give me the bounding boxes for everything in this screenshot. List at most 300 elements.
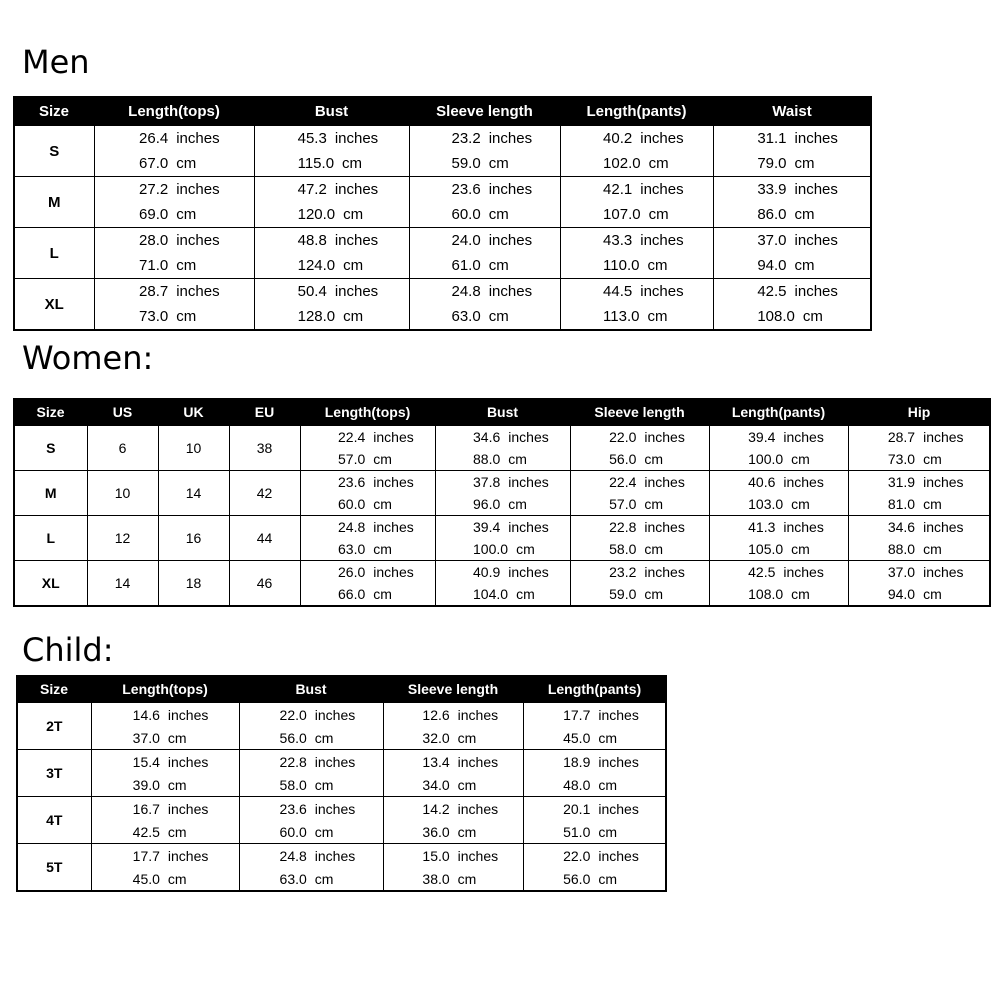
inches-line xyxy=(410,130,560,147)
measurement-pair xyxy=(410,126,560,176)
measurement-pair xyxy=(301,426,435,470)
cm-line xyxy=(571,496,709,512)
uk-size-value: 16 xyxy=(158,516,229,561)
cm-unit: cm xyxy=(314,823,334,840)
cm-line xyxy=(571,451,709,467)
men-table-body xyxy=(14,125,871,330)
measurement-pair xyxy=(255,228,409,278)
cm-line xyxy=(849,541,990,557)
inches-unit: inches xyxy=(457,847,499,864)
cm-line xyxy=(92,730,239,746)
inches-unit: inches xyxy=(167,847,209,864)
measurement-pair xyxy=(849,516,990,560)
measurement-cell xyxy=(409,228,560,279)
cm-value: 60.0 xyxy=(279,823,307,840)
cm-line xyxy=(714,257,871,274)
inches-value: 23.6 xyxy=(451,181,481,198)
cm-line xyxy=(561,155,713,172)
cm-unit: cm xyxy=(794,155,815,172)
table-row xyxy=(14,561,990,607)
cm-unit: cm xyxy=(791,451,810,467)
table-row xyxy=(14,279,871,331)
cm-line xyxy=(561,308,713,325)
cm-line xyxy=(240,871,383,887)
inches-value: 17.7 xyxy=(563,706,591,723)
cm-value: 71.0 xyxy=(139,257,169,274)
inches-unit: inches xyxy=(794,130,838,147)
table-row xyxy=(14,471,990,516)
inches-line xyxy=(240,848,383,864)
inches-value: 22.0 xyxy=(563,847,591,864)
eu-size-value: 38 xyxy=(229,425,300,471)
cm-value: 94.0 xyxy=(887,586,916,602)
cm-unit: cm xyxy=(516,586,535,602)
measurement-pair xyxy=(436,561,570,605)
cm-value: 32.0 xyxy=(422,729,450,746)
inches-unit: inches xyxy=(783,564,824,580)
cm-line xyxy=(240,730,383,746)
inches-unit: inches xyxy=(457,753,499,770)
measurement-pair xyxy=(710,561,848,605)
size-label: L xyxy=(14,228,94,279)
cm-value: 59.0 xyxy=(609,586,637,602)
cm-unit: cm xyxy=(802,308,823,325)
inches-value: 20.1 xyxy=(563,800,591,817)
cm-value: 110.0 xyxy=(603,257,640,274)
header-sleeve-length: Sleeve length xyxy=(570,399,709,425)
us-size-value: 12 xyxy=(87,516,158,561)
size-label: 4T xyxy=(17,797,91,844)
inches-unit: inches xyxy=(373,564,414,580)
cm-line xyxy=(95,206,254,223)
inches-unit: inches xyxy=(598,706,639,723)
inches-value: 28.7 xyxy=(139,283,169,300)
inches-line xyxy=(710,474,848,490)
cm-unit: cm xyxy=(648,155,669,172)
inches-value: 17.7 xyxy=(132,847,160,864)
table-row xyxy=(17,702,666,750)
cm-value: 60.0 xyxy=(338,496,366,512)
header-size: Size xyxy=(17,676,91,702)
uk-size-value: 10 xyxy=(158,425,229,471)
measurement-cell xyxy=(709,471,848,516)
measurement-cell xyxy=(383,750,523,797)
inches-line xyxy=(255,283,409,300)
measurement-cell xyxy=(713,177,871,228)
cm-unit: cm xyxy=(598,870,618,887)
cm-value: 59.0 xyxy=(451,155,481,172)
measurement-pair xyxy=(710,471,848,515)
inches-unit: inches xyxy=(508,474,549,490)
cm-line xyxy=(571,541,709,557)
inches-value: 45.3 xyxy=(297,130,327,147)
measurement-pair xyxy=(561,279,713,329)
size-label: M xyxy=(14,471,87,516)
inches-value: 14.6 xyxy=(132,706,160,723)
measurement-pair xyxy=(571,516,709,560)
child-size-table xyxy=(16,675,667,892)
measurement-pair xyxy=(714,177,871,227)
cm-unit: cm xyxy=(516,541,535,557)
measurement-pair xyxy=(92,797,239,843)
inches-unit: inches xyxy=(644,474,685,490)
measurement-cell xyxy=(239,844,383,892)
inches-line xyxy=(301,519,435,535)
eu-size-value: 42 xyxy=(229,471,300,516)
inches-unit: inches xyxy=(923,564,964,580)
cm-unit: cm xyxy=(791,541,810,557)
inches-value: 15.4 xyxy=(132,753,160,770)
inches-value: 22.4 xyxy=(609,474,637,490)
us-size-value: 6 xyxy=(87,425,158,471)
inches-line xyxy=(384,801,523,817)
inches-value: 23.2 xyxy=(451,130,481,147)
inches-line xyxy=(849,429,990,445)
inches-line xyxy=(524,848,666,864)
measurement-pair xyxy=(436,426,570,470)
measurement-cell xyxy=(300,471,435,516)
cm-unit: cm xyxy=(794,257,815,274)
inches-unit: inches xyxy=(923,474,964,490)
inches-value: 41.3 xyxy=(748,519,776,535)
cm-value: 57.0 xyxy=(609,496,637,512)
measurement-pair xyxy=(524,797,666,843)
cm-value: 58.0 xyxy=(609,541,637,557)
measurement-cell xyxy=(254,228,409,279)
inches-unit: inches xyxy=(314,706,356,723)
cm-line xyxy=(255,257,409,274)
inches-line xyxy=(849,474,990,490)
women-table-body xyxy=(14,425,990,606)
inches-line xyxy=(849,519,990,535)
measurement-cell xyxy=(435,425,570,471)
measurement-cell xyxy=(570,425,709,471)
inches-line xyxy=(714,232,871,249)
cm-value: 105.0 xyxy=(748,541,784,557)
measurement-pair xyxy=(255,177,409,227)
cm-line xyxy=(92,871,239,887)
size-label: S xyxy=(14,125,94,177)
eu-size-value: 44 xyxy=(229,516,300,561)
inches-line xyxy=(710,564,848,580)
cm-value: 113.0 xyxy=(603,308,640,325)
measurement-pair xyxy=(384,844,523,890)
header-sleeve-length: Sleeve length xyxy=(383,676,523,702)
cm-value: 73.0 xyxy=(139,308,169,325)
cm-line xyxy=(384,824,523,840)
inches-line xyxy=(710,429,848,445)
men-size-table xyxy=(13,96,872,331)
size-label: XL xyxy=(14,279,94,331)
measurement-cell xyxy=(91,702,239,750)
header-waist: Waist xyxy=(713,97,871,125)
size-label: M xyxy=(14,177,94,228)
cm-unit: cm xyxy=(373,451,392,467)
cm-unit: cm xyxy=(488,257,509,274)
measurement-cell xyxy=(254,279,409,331)
measurement-pair xyxy=(524,844,666,890)
cm-unit: cm xyxy=(176,155,197,172)
inches-value: 40.9 xyxy=(473,564,501,580)
cm-unit: cm xyxy=(167,776,187,793)
cm-unit: cm xyxy=(457,776,477,793)
inches-line xyxy=(714,130,871,147)
cm-value: 57.0 xyxy=(338,451,366,467)
measurement-pair xyxy=(240,703,383,749)
inches-unit: inches xyxy=(457,800,499,817)
inches-unit: inches xyxy=(640,181,684,198)
inches-unit: inches xyxy=(334,181,379,198)
cm-value: 51.0 xyxy=(563,823,591,840)
inches-line xyxy=(436,564,570,580)
cm-line xyxy=(301,586,435,602)
cm-line xyxy=(849,496,990,512)
cm-unit: cm xyxy=(923,451,942,467)
cm-unit: cm xyxy=(644,496,664,512)
measurement-cell xyxy=(523,702,666,750)
inches-value: 48.8 xyxy=(297,232,327,249)
inches-line xyxy=(410,283,560,300)
inches-value: 18.9 xyxy=(563,753,591,770)
cm-value: 37.0 xyxy=(132,729,160,746)
inches-unit: inches xyxy=(598,800,639,817)
inches-value: 33.9 xyxy=(757,181,787,198)
inches-line xyxy=(561,130,713,147)
inches-value: 26.0 xyxy=(338,564,366,580)
cm-line xyxy=(95,257,254,274)
measurement-cell xyxy=(435,561,570,607)
inches-line xyxy=(240,801,383,817)
cm-value: 79.0 xyxy=(757,155,787,172)
inches-line xyxy=(571,519,709,535)
cm-line xyxy=(410,257,560,274)
cm-unit: cm xyxy=(794,206,815,223)
cm-unit: cm xyxy=(648,206,669,223)
inches-value: 42.5 xyxy=(757,283,787,300)
inches-line xyxy=(410,181,560,198)
inches-line xyxy=(561,232,713,249)
cm-value: 38.0 xyxy=(422,870,450,887)
cm-value: 48.0 xyxy=(563,776,591,793)
inches-unit: inches xyxy=(373,429,414,445)
inches-value: 40.2 xyxy=(603,130,633,147)
measurement-cell xyxy=(560,279,713,331)
inches-value: 42.5 xyxy=(748,564,776,580)
inches-value: 15.0 xyxy=(422,847,450,864)
inches-line xyxy=(255,232,409,249)
women-size-table xyxy=(13,398,991,607)
cm-line xyxy=(384,871,523,887)
inches-line xyxy=(95,232,254,249)
measurement-pair xyxy=(255,279,409,329)
uk-size-value: 14 xyxy=(158,471,229,516)
cm-value: 73.0 xyxy=(887,451,916,467)
inches-line xyxy=(524,707,666,723)
child-table-header xyxy=(17,676,666,702)
measurement-cell xyxy=(848,561,990,607)
measurement-cell xyxy=(713,279,871,331)
measurement-pair xyxy=(714,279,871,329)
inches-value: 24.8 xyxy=(338,519,366,535)
header-length-pants: Length(pants) xyxy=(523,676,666,702)
inches-unit: inches xyxy=(794,283,838,300)
child-table-body xyxy=(17,702,666,891)
measurement-cell xyxy=(848,425,990,471)
cm-line xyxy=(410,155,560,172)
measurement-cell xyxy=(239,750,383,797)
cm-value: 45.0 xyxy=(132,870,160,887)
measurement-pair xyxy=(571,471,709,515)
cm-value: 86.0 xyxy=(757,206,787,223)
cm-line xyxy=(849,451,990,467)
table-row xyxy=(14,228,871,279)
cm-line xyxy=(714,155,871,172)
inches-unit: inches xyxy=(923,429,964,445)
cm-unit: cm xyxy=(176,206,197,223)
inches-line xyxy=(524,801,666,817)
measurement-cell xyxy=(848,516,990,561)
inches-line xyxy=(524,754,666,770)
measurement-cell xyxy=(91,750,239,797)
cm-line xyxy=(410,206,560,223)
cm-unit: cm xyxy=(923,541,942,557)
cm-value: 103.0 xyxy=(748,496,784,512)
inches-value: 44.5 xyxy=(603,283,633,300)
cm-line xyxy=(410,308,560,325)
inches-unit: inches xyxy=(508,564,549,580)
cm-value: 120.0 xyxy=(297,206,336,223)
table-row xyxy=(17,797,666,844)
measurement-pair xyxy=(240,844,383,890)
eu-size-value: 46 xyxy=(229,561,300,607)
inches-unit: inches xyxy=(176,181,220,198)
cm-value: 56.0 xyxy=(279,729,307,746)
cm-line xyxy=(95,308,254,325)
measurement-cell xyxy=(709,561,848,607)
cm-value: 66.0 xyxy=(338,586,366,602)
inches-unit: inches xyxy=(176,130,220,147)
cm-value: 96.0 xyxy=(473,496,501,512)
inches-unit: inches xyxy=(794,232,838,249)
cm-line xyxy=(710,541,848,557)
measurement-cell xyxy=(523,844,666,892)
cm-line xyxy=(301,451,435,467)
inches-unit: inches xyxy=(783,429,824,445)
inches-value: 34.6 xyxy=(887,519,916,535)
inches-value: 13.4 xyxy=(422,753,450,770)
cm-unit: cm xyxy=(508,496,527,512)
cm-unit: cm xyxy=(488,308,509,325)
inches-value: 31.9 xyxy=(887,474,916,490)
cm-line xyxy=(714,206,871,223)
header-sleeve-length: Sleeve length xyxy=(409,97,560,125)
size-label: 3T xyxy=(17,750,91,797)
header-bust: Bust xyxy=(254,97,409,125)
cm-unit: cm xyxy=(457,729,477,746)
cm-value: 67.0 xyxy=(139,155,169,172)
cm-value: 124.0 xyxy=(297,257,336,274)
header-size: Size xyxy=(14,97,94,125)
cm-unit: cm xyxy=(791,586,810,602)
inches-line xyxy=(571,564,709,580)
inches-unit: inches xyxy=(373,474,414,490)
inches-value: 27.2 xyxy=(139,181,169,198)
measurement-pair xyxy=(561,228,713,278)
cm-value: 128.0 xyxy=(297,308,336,325)
measurement-pair xyxy=(95,279,254,329)
measurement-cell xyxy=(94,125,254,177)
inches-value: 37.8 xyxy=(473,474,501,490)
inches-unit: inches xyxy=(334,130,379,147)
measurement-pair xyxy=(561,177,713,227)
inches-value: 22.8 xyxy=(609,519,637,535)
inches-value: 40.6 xyxy=(748,474,776,490)
inches-unit: inches xyxy=(598,753,639,770)
inches-line xyxy=(301,474,435,490)
cm-unit: cm xyxy=(644,541,664,557)
inches-line xyxy=(714,181,871,198)
inches-value: 14.2 xyxy=(422,800,450,817)
measurement-cell xyxy=(409,125,560,177)
measurement-cell xyxy=(713,228,871,279)
header-bust: Bust xyxy=(435,399,570,425)
inches-line xyxy=(384,848,523,864)
cm-unit: cm xyxy=(598,823,618,840)
measurement-pair xyxy=(92,844,239,890)
cm-value: 108.0 xyxy=(757,308,795,325)
cm-value: 39.0 xyxy=(132,776,160,793)
inches-unit: inches xyxy=(334,283,379,300)
measurement-cell xyxy=(300,561,435,607)
cm-line xyxy=(255,206,409,223)
cm-line xyxy=(710,451,848,467)
inches-line xyxy=(301,564,435,580)
inches-value: 22.8 xyxy=(279,753,307,770)
measurement-pair xyxy=(384,750,523,796)
header-row xyxy=(14,97,871,125)
cm-line xyxy=(240,824,383,840)
inches-line xyxy=(255,130,409,147)
uk-size-value: 18 xyxy=(158,561,229,607)
measurement-cell xyxy=(383,797,523,844)
inches-line xyxy=(240,707,383,723)
cm-line xyxy=(255,155,409,172)
cm-value: 34.0 xyxy=(422,776,450,793)
cm-value: 63.0 xyxy=(451,308,481,325)
cm-line xyxy=(436,586,570,602)
inches-value: 24.8 xyxy=(451,283,481,300)
cm-line xyxy=(436,541,570,557)
inches-unit: inches xyxy=(314,800,356,817)
measurement-cell xyxy=(91,797,239,844)
inches-unit: inches xyxy=(488,232,533,249)
cm-value: 45.0 xyxy=(563,729,591,746)
inches-unit: inches xyxy=(794,181,838,198)
measurement-pair xyxy=(301,516,435,560)
header-uk: UK xyxy=(158,399,229,425)
cm-unit: cm xyxy=(314,729,334,746)
inches-unit: inches xyxy=(488,181,533,198)
inches-value: 43.3 xyxy=(603,232,633,249)
inches-unit: inches xyxy=(167,753,209,770)
inches-line xyxy=(95,181,254,198)
measurement-pair xyxy=(410,177,560,227)
measurement-cell xyxy=(570,516,709,561)
measurement-pair xyxy=(92,750,239,796)
inches-value: 24.8 xyxy=(279,847,307,864)
cm-unit: cm xyxy=(457,870,477,887)
header-length-tops: Length(tops) xyxy=(300,399,435,425)
